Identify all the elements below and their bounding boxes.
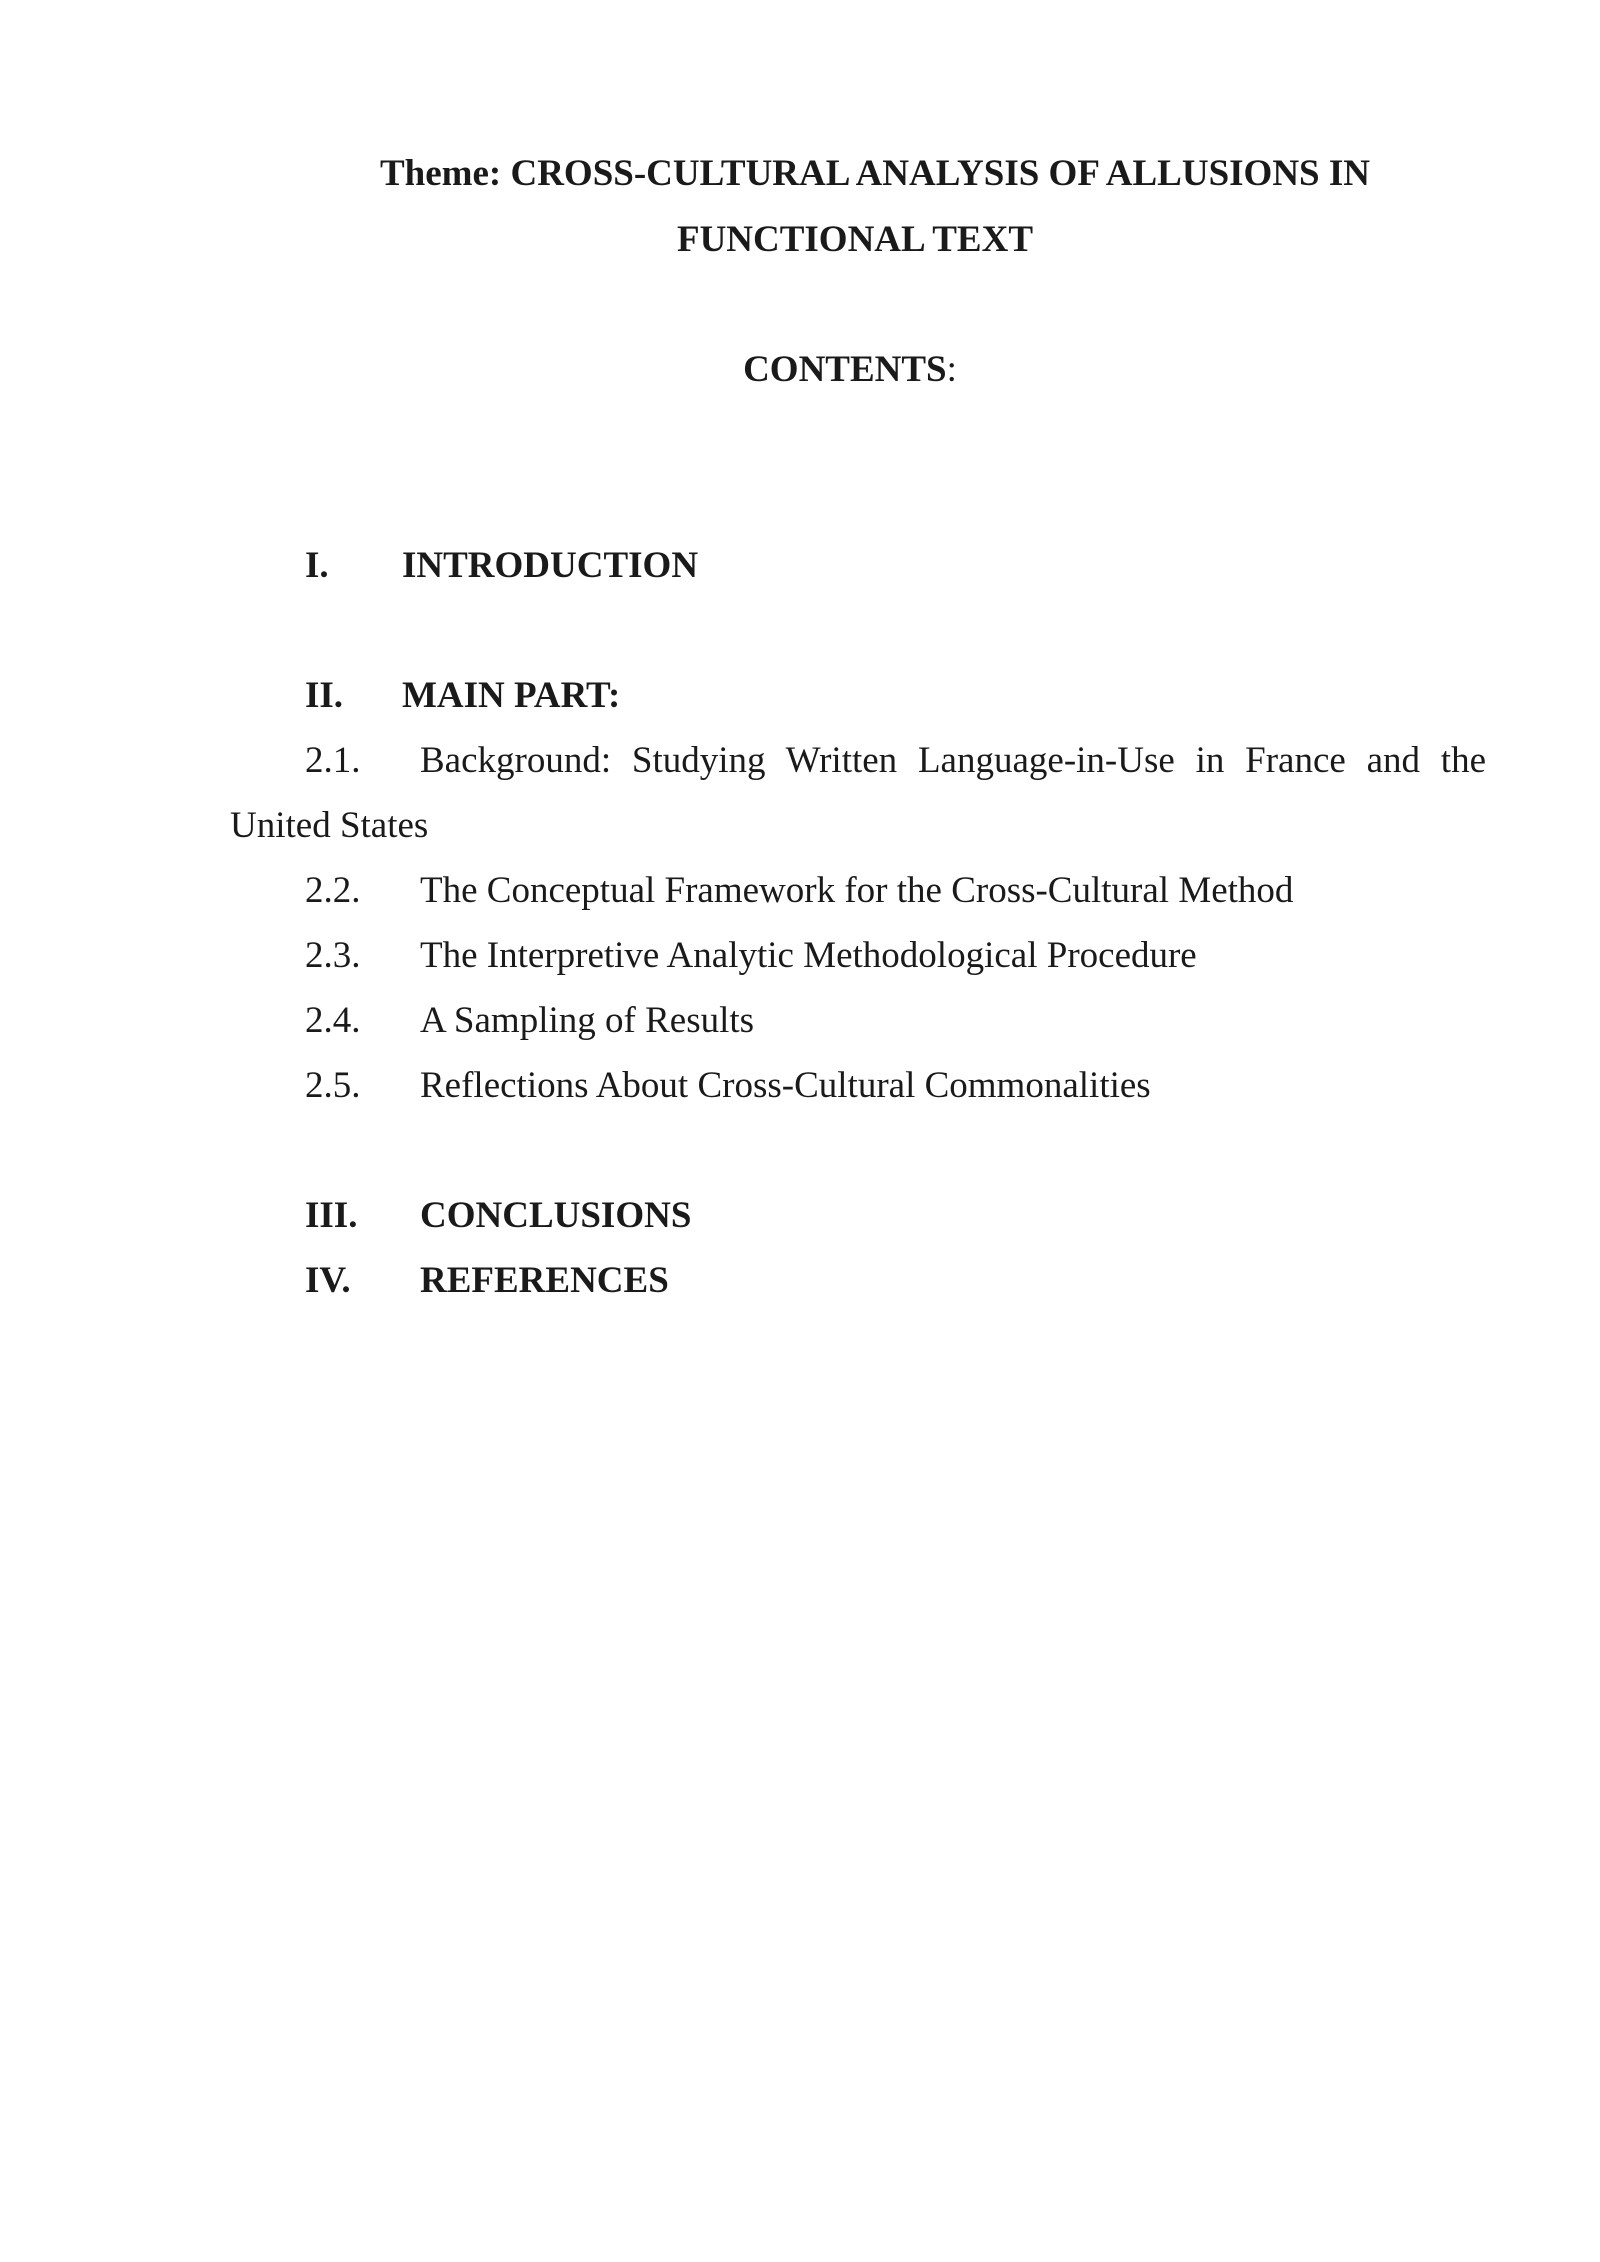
toc-section-label: INTRODUCTION	[402, 545, 699, 586]
toc-subsection-label: Reflections About Cross-Cultural Commonalities	[420, 1065, 1151, 1106]
toc-subsection-number: 2.1.	[305, 740, 361, 781]
title-line-2: FUNCTIONAL TEXT	[676, 219, 1034, 260]
toc-section-number: III.	[305, 1195, 358, 1236]
toc-section-label: MAIN PART:	[402, 675, 621, 716]
toc-section-number: IV.	[305, 1260, 351, 1301]
toc-subsection-number: 2.2.	[305, 870, 361, 911]
toc-section-number: I.	[305, 545, 329, 586]
toc-subsection-number: 2.5.	[305, 1065, 361, 1106]
toc-subsection-label-line-2: United States	[230, 805, 429, 846]
toc-subsection-label: A Sampling of Results	[420, 1000, 755, 1041]
toc-subsection-number: 2.4.	[305, 1000, 361, 1041]
toc-section-number: II.	[305, 675, 344, 716]
toc-subsection-label: The Conceptual Framework for the Cross-Cultural Method	[420, 870, 1294, 911]
contents-heading	[600, 348, 1100, 392]
title-line-1: Theme: CROSS-CULTURAL ANALYSIS OF ALLUSIONS IN	[379, 153, 1370, 194]
toc-subsection-label-line-1: Background: Studying Written Language-in-Use in France and the	[420, 740, 1486, 781]
contents-colon: :	[946, 349, 957, 390]
toc-subsection-number: 2.3.	[305, 935, 361, 976]
toc-section-label: REFERENCES	[420, 1260, 669, 1301]
toc-section-label: CONCLUSIONS	[420, 1195, 692, 1236]
contents-heading-text: CONTENTS	[743, 349, 947, 390]
toc-subsection-label: The Interpretive Analytic Methodological Procedure	[420, 935, 1197, 976]
